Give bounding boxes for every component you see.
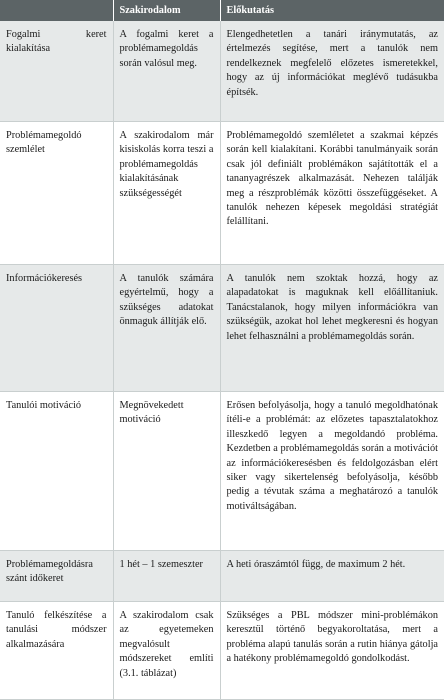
prestudy-cell: Elengedhetetlen a tanári iránymutatás, az értelmezés segítése, mert a tanulók nem rendelkeznek megfelelő előzetes ismeretekkel, hogy az új információkat meglévő tudásukba építsék.	[220, 21, 444, 122]
prestudy-cell: Szükséges a PBL módszer mini-problémákon keresztül történő begyakoroltatása, mert a probléma alapú tanulás során a rutin hiánya gátolja a hatékony problémamegoldó gondolkodást.	[220, 602, 444, 700]
table-row	[0, 551, 444, 602]
literature-cell: A fogalmi keret a problémamegoldás során valósul meg.	[113, 21, 220, 122]
row-label: Problémamegoldó szemlélet	[0, 122, 113, 265]
table-row	[0, 602, 444, 700]
literature-cell: A szakirodalom csak az egyetemeken megvalósult módszereket említi (3.1. táblázat)	[113, 602, 220, 700]
header-szakirodalom: Szakirodalom	[113, 0, 220, 21]
literature-cell: A tanulók számára egyértelmű, hogy a szükséges adatokat önmaguk állítják elő.	[113, 265, 220, 392]
row-label: Tanulói motiváció	[0, 392, 113, 551]
table-row	[0, 122, 444, 265]
row-label: Fogalmi keret kialakítása	[0, 21, 113, 122]
prestudy-cell: Problémamegoldó szemléletet a szakmai képzés során kell kialakítani. Korábbi tanulmányaik során csak jól definiált problémákon sajátították el a tananyagrészek alkalmazását. Nehezen találják meg a részproblémák közötti összefüggéseket. A tanulók nehezen képesek megoldási stratégiát felállítani.	[220, 122, 444, 265]
prestudy-cell: A heti óraszámtól függ, de maximum 2 hét.	[220, 551, 444, 602]
prestudy-cell: A tanulók nem szoktak hozzá, hogy az alapadatokat is maguknak kell előállítaniuk. Tanácstalanok, hogy milyen információkra van szükségük, azokat hol lehet megkeresni és hogyan lehet felhasználni a problémamegoldás során.	[220, 265, 444, 392]
table-row	[0, 265, 444, 392]
row-label: Problémamegoldásra szánt időkeret	[0, 551, 113, 602]
header-elokutatas: Előkutatás	[220, 0, 444, 21]
header-empty-cell	[0, 0, 113, 21]
row-label: Információkeresés	[0, 265, 113, 392]
table-row	[0, 392, 444, 551]
literature-cell: Megnövekedett motiváció	[113, 392, 220, 551]
prestudy-cell: Erősen befolyásolja, hogy a tanuló megoldhatónak ítéli-e a problémát: az előzetes tapasztalatokhoz illeszkedő legyen a megoldandó probléma. Kezdetben a problémamegoldás során a motivációt az információkeresésben és feldolgozásban elért siker vagy sikertelenség befolyásolja, később pedig a tévutak száma a meghatározó a tanulók motiváltságában.	[220, 392, 444, 551]
row-label: Tanuló felkészítése a tanulási módszer alkalmazására	[0, 602, 113, 700]
literature-cell: A szakirodalom már kisiskolás korra teszi a problémamegoldás kialakításának szükségességét	[113, 122, 220, 265]
table-header-row	[0, 0, 444, 21]
table-row	[0, 21, 444, 122]
literature-cell: 1 hét – 1 szemeszter	[113, 551, 220, 602]
